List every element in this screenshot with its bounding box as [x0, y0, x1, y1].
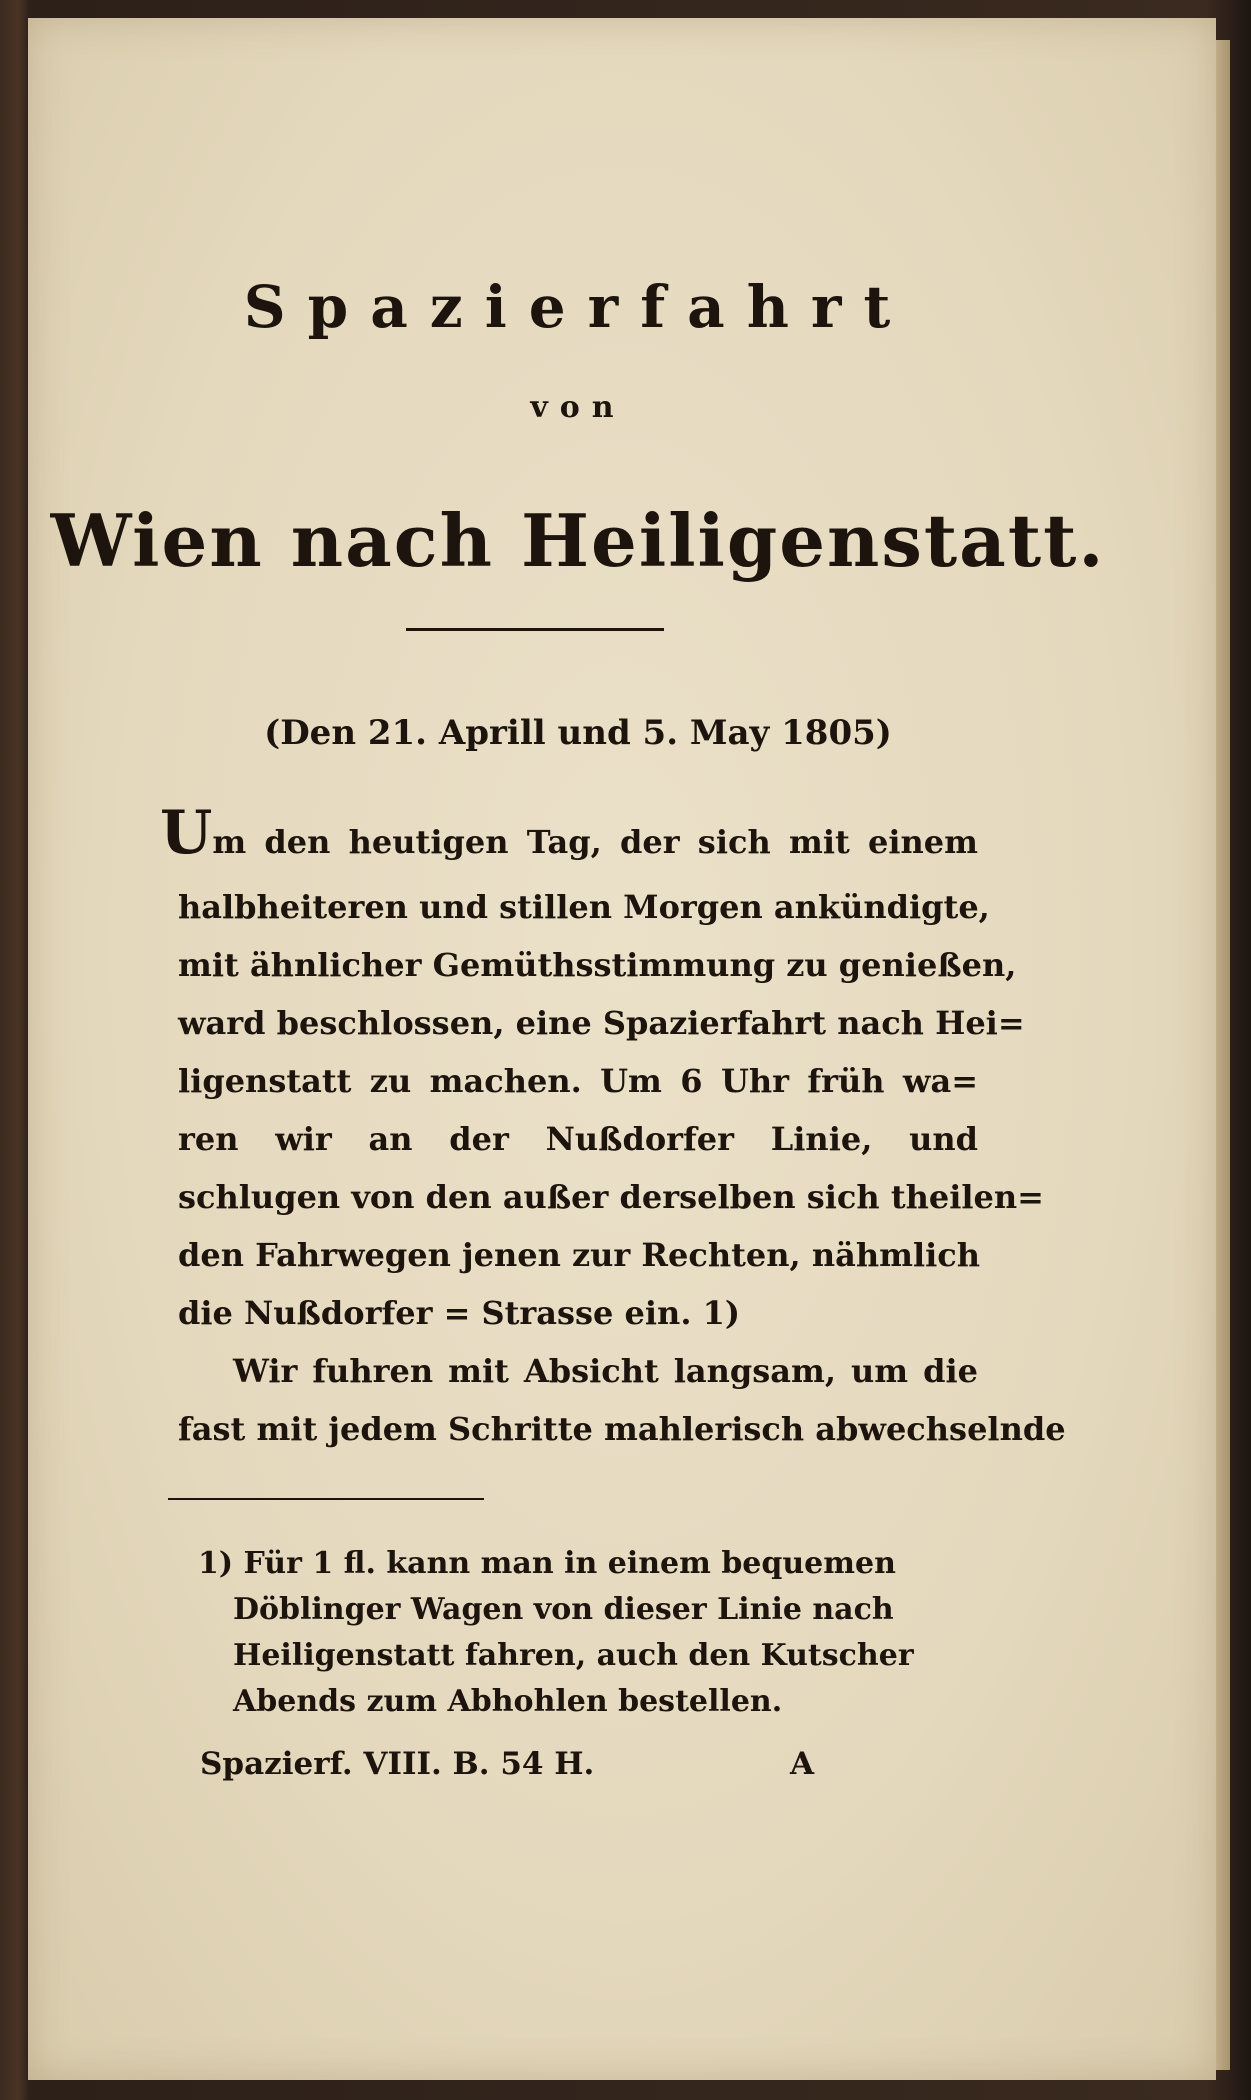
body-line: fast mit jedem Schritte mahlerisch abwechselnde	[178, 1410, 1066, 1448]
footnote-line: 1) Für 1 fl. kann man in einem bequemen	[198, 1546, 896, 1581]
body-line: ward beschlossen, eine Spazierfahrt nach Hei=	[178, 1004, 1025, 1042]
body-line	[160, 798, 978, 868]
body-line: ren wir an der Nußdorfer Linie, und	[178, 1120, 978, 1158]
body-line: schlugen von den außer derselben sich theilen=	[178, 1178, 1044, 1216]
signature-mark: Spazierf. VIII. B. 54 H.	[200, 1746, 595, 1782]
footnote-rule	[168, 1498, 484, 1500]
body-line: die Nußdorfer = Strasse ein. 1)	[178, 1294, 740, 1332]
drop-cap: U	[160, 798, 213, 868]
body-line-text: m den heutigen Tag, der sich mit einem	[212, 823, 978, 861]
title-line-1: Spazierfahrt	[243, 273, 913, 341]
page	[28, 18, 1216, 2080]
title-line-3: Wien nach Heiligenstatt.	[50, 498, 1106, 583]
body-line: Wir fuhren mit Absicht langsam, um die	[233, 1352, 978, 1390]
footnote-line: Heiligenstatt fahren, auch den Kutscher	[233, 1638, 914, 1673]
dateline: (Den 21. Aprill und 5. May 1805)	[264, 713, 892, 753]
title-rule	[406, 628, 664, 631]
body-line: den Fahrwegen jenen zur Rechten, nähmlich	[178, 1236, 980, 1274]
footnote-line: Abends zum Abhohlen bestellen.	[233, 1684, 783, 1719]
signature-letter: A	[790, 1746, 815, 1782]
title-line-2: von	[530, 390, 626, 425]
body-line: ligenstatt zu machen. Um 6 Uhr früh wa=	[178, 1062, 978, 1100]
body-line: halbheiteren und stillen Morgen ankündigte,	[178, 888, 990, 926]
footnote-line: Döblinger Wagen von dieser Linie nach	[233, 1592, 894, 1627]
body-line: mit ähnlicher Gemüthsstimmung zu genießen,	[178, 946, 1017, 984]
